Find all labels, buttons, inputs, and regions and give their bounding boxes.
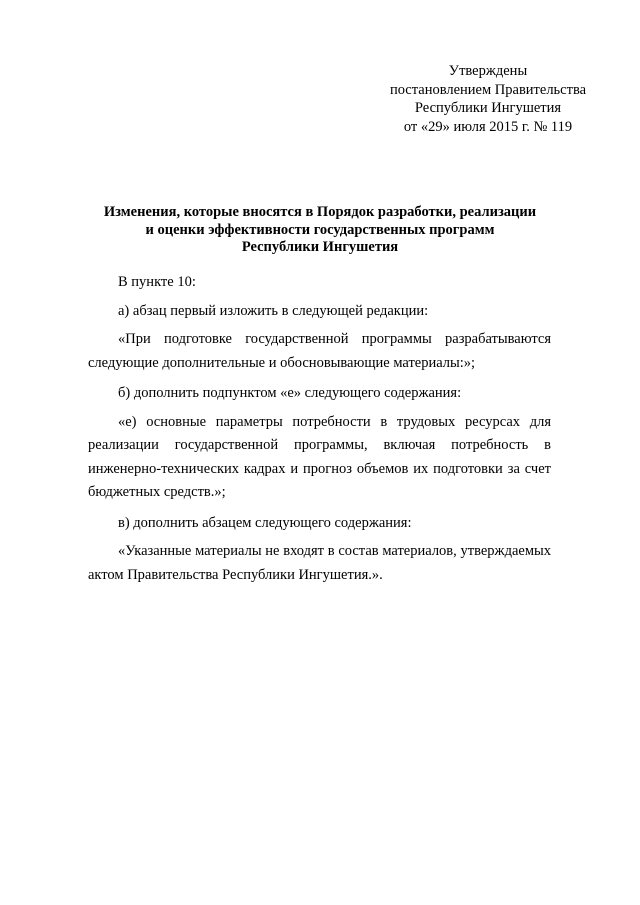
paragraph-subitem-c: в) дополнить абзацем следующего содержания: (118, 514, 412, 531)
document-title (80, 204, 560, 257)
title-line-2: и оценки эффективности государственных программ (145, 221, 495, 238)
paragraph-quote-a: «При подготовке государственной программы разрабатываются следующие дополнительные и обосновывающие материалы:»; (88, 331, 551, 371)
title-line-3: Республики Ингушетия (241, 239, 399, 255)
title-line-1: Изменения, которые вносятся в Порядок разработки, реализации (103, 204, 537, 220)
paragraph-item-intro: В пункте 10: (118, 274, 196, 290)
approval-line-4: от «29» июля 2015 г. № 119 (403, 118, 573, 135)
approval-stamp (380, 62, 596, 136)
approval-line-2: постановлением Правительства (389, 81, 587, 98)
paragraph-quote-c: «Указанные материалы не входят в состав материалов, утверждаемых актом Правительства Республики Ингушетия.». (88, 543, 551, 583)
paragraph-quote-b: «е) основные параметры потребности в трудовых ресурсах для реализации государственной программы, включая потребность в инженерно-технических кадрах и прогноз объемов их подготовки за счет бюджетных средств.»; (88, 413, 551, 500)
approval-line-3: Республики Ингушетия (414, 100, 562, 116)
approval-line-1: Утверждены (448, 63, 528, 79)
document-body (88, 271, 551, 592)
paragraph-subitem-a: а) абзац первый изложить в следующей редакции: (118, 302, 429, 319)
paragraph-subitem-b: б) дополнить подпунктом «е» следующего содержания: (118, 385, 462, 401)
